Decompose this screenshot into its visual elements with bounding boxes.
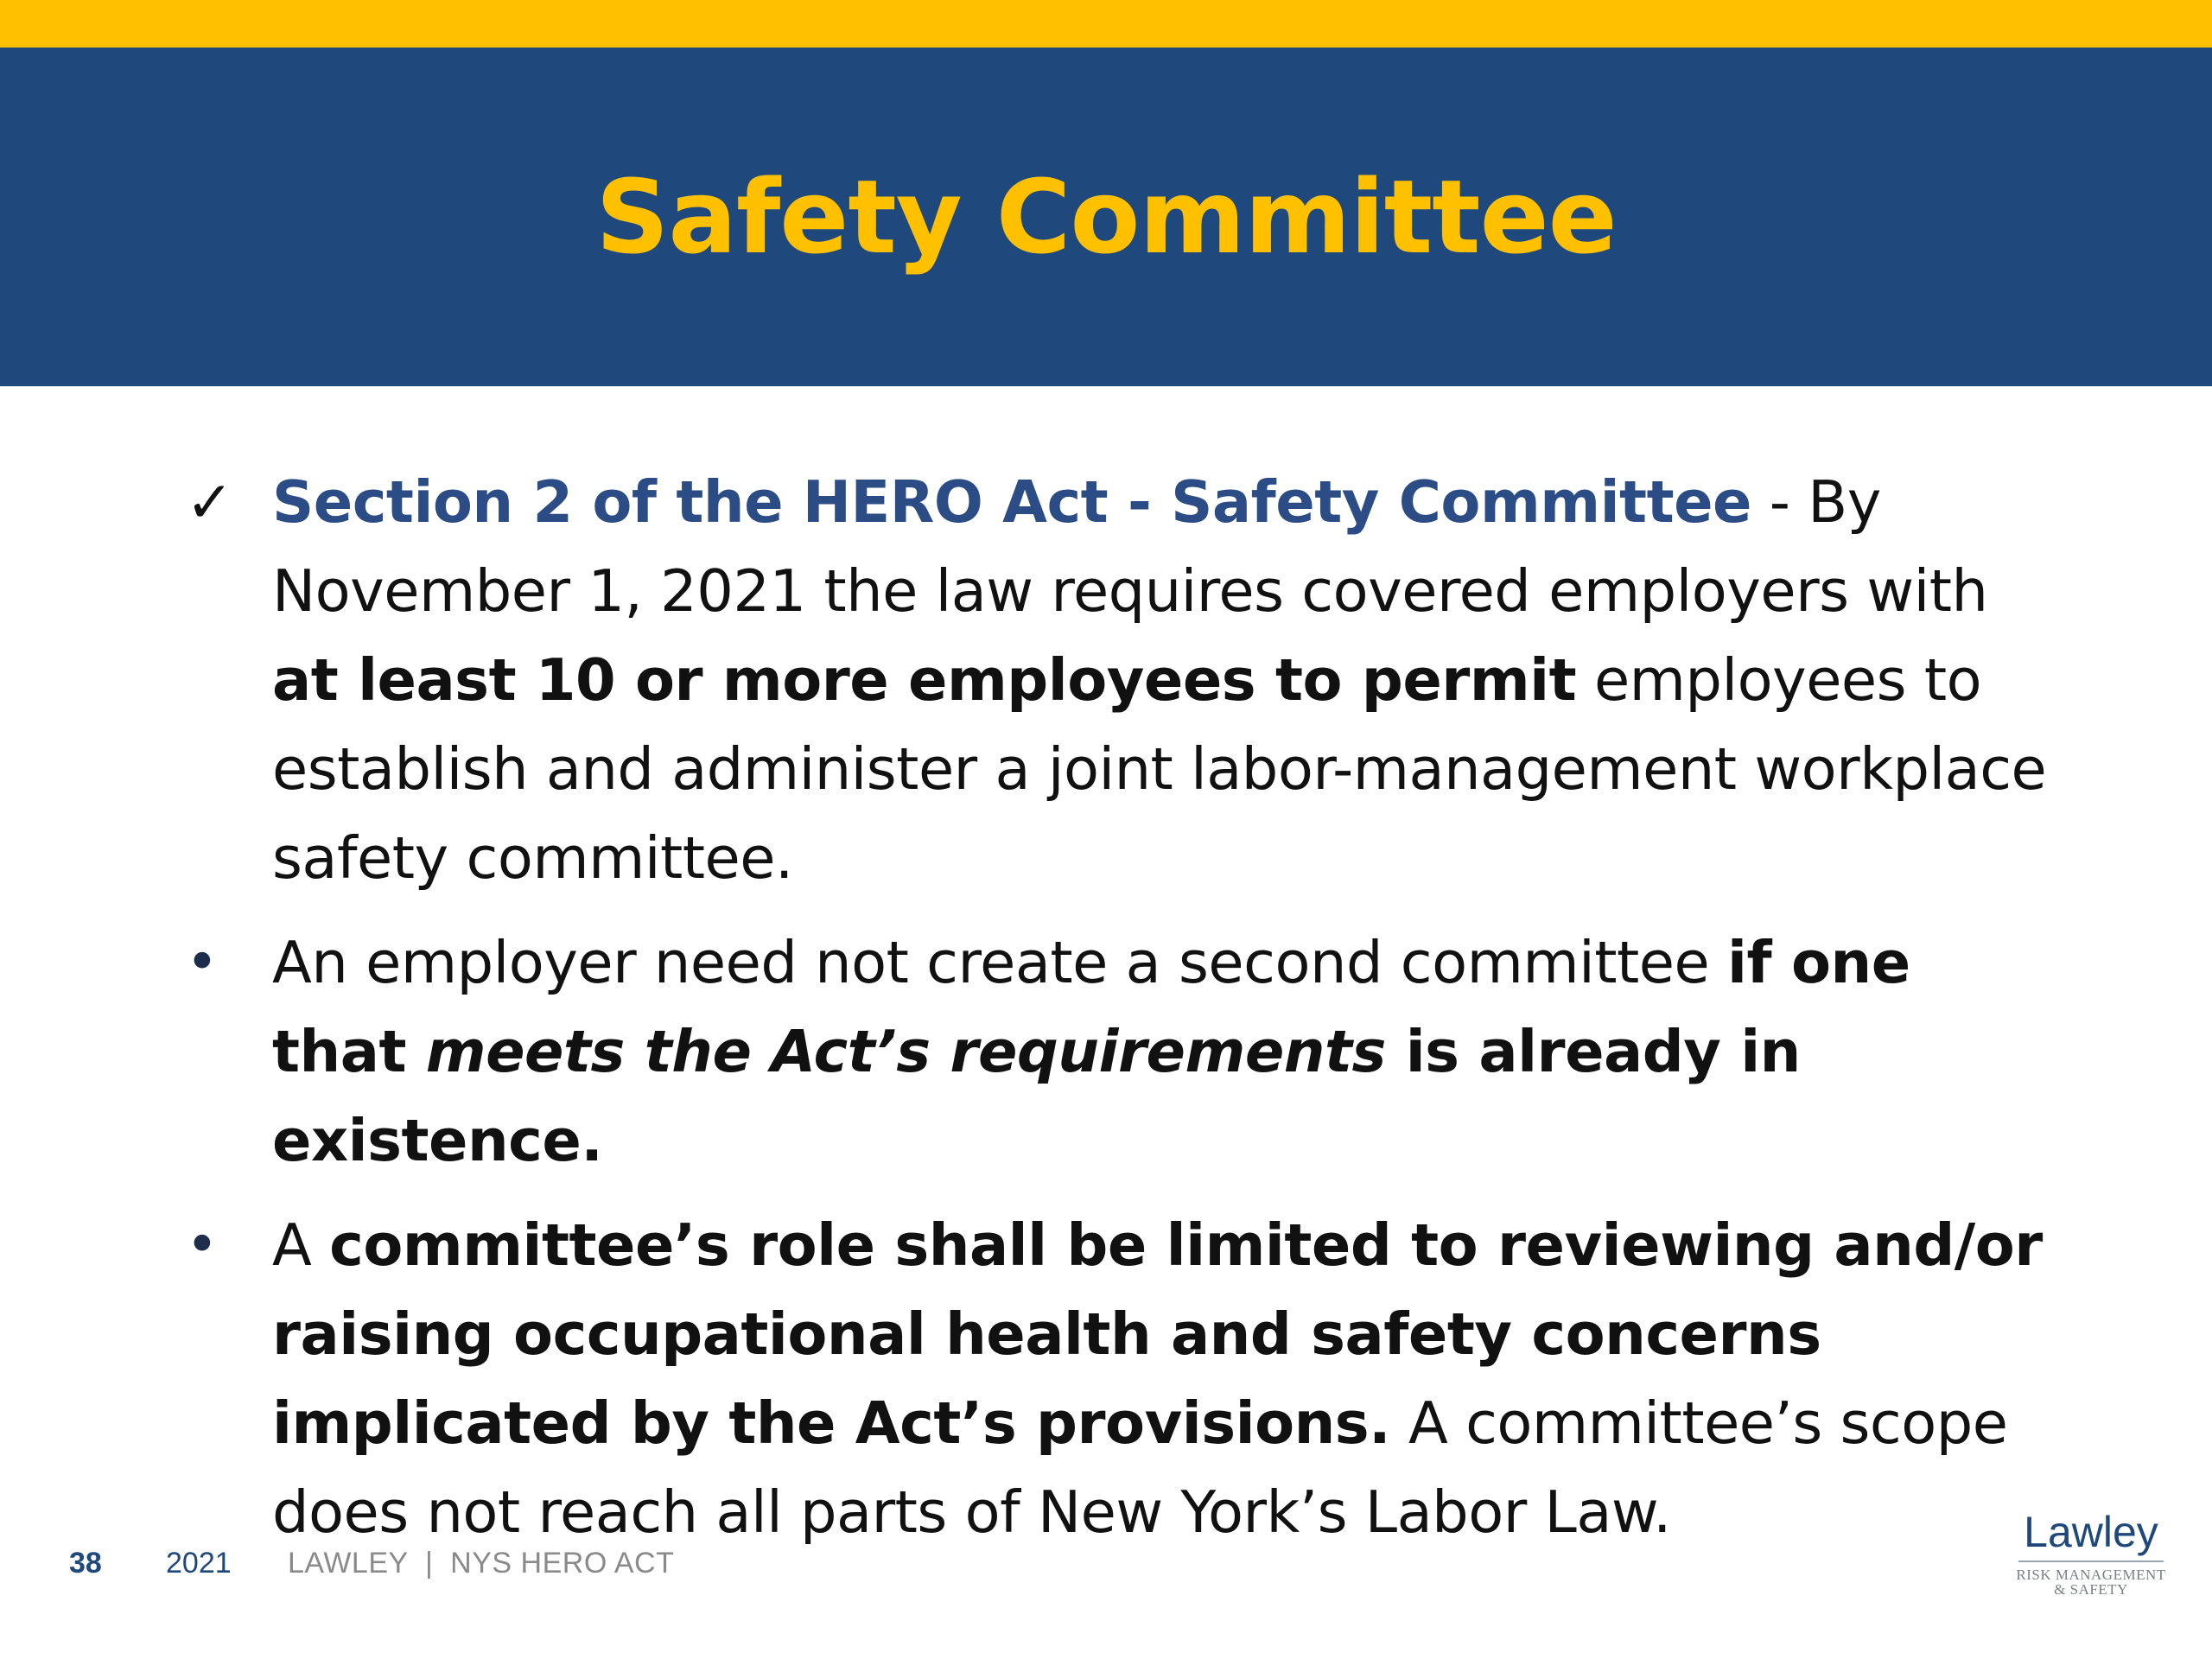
item-text: - By November 1, 2021 the law requires covered employers with (272, 468, 1988, 625)
logo-name: Lawley (2024, 1508, 2158, 1556)
bullet-icon: • (186, 931, 219, 995)
slide-title: Safety Committee (595, 157, 1617, 276)
list-item (186, 1201, 2061, 1557)
logo-subtitle-line2: & SAFETY (2054, 1581, 2128, 1598)
list-item (186, 458, 2061, 903)
item-emphasis: at least 10 or more employees to permit (272, 646, 1577, 714)
footer-title: LAWLEY | NYS HERO ACT (288, 1547, 675, 1580)
page-number: 38 (69, 1547, 102, 1580)
footer-year: 2021 (166, 1547, 232, 1580)
lawley-logo (2005, 1510, 2177, 1597)
top-accent-bar (0, 0, 2212, 48)
list-item (186, 918, 2061, 1185)
item-emphasis-italic: meets the Act’s requirements (425, 1018, 1386, 1085)
item-text: A committee’s scope does not reach all parts of New York’s Labor Law. (272, 1389, 2008, 1546)
item-emphasis: if one that (272, 929, 1910, 1085)
footer (0, 1547, 2212, 1599)
bullet-icon: • (186, 1213, 219, 1277)
item-emphasis: is already in existence. (272, 1018, 1801, 1174)
item-text: An employer need not create a second committee (272, 929, 1728, 996)
content-list (186, 458, 2061, 1557)
title-band (0, 48, 2212, 386)
logo-divider (2018, 1560, 2164, 1562)
item-emphasis: committee’s role shall be limited to reviewing and/or raising occupational health and safety concerns implicated by the Act’s provisions. (272, 1211, 2043, 1457)
item-text: A (272, 1211, 330, 1279)
checkmark-icon: ✓ (186, 469, 233, 536)
item-heading: Section 2 of the HERO Act - Safety Committee (272, 468, 1751, 536)
logo-subtitle-line1: RISK MANAGEMENT (2016, 1567, 2166, 1583)
item-text: employees to establish and administer a joint labor-management workplace safety committee. (272, 646, 2047, 892)
